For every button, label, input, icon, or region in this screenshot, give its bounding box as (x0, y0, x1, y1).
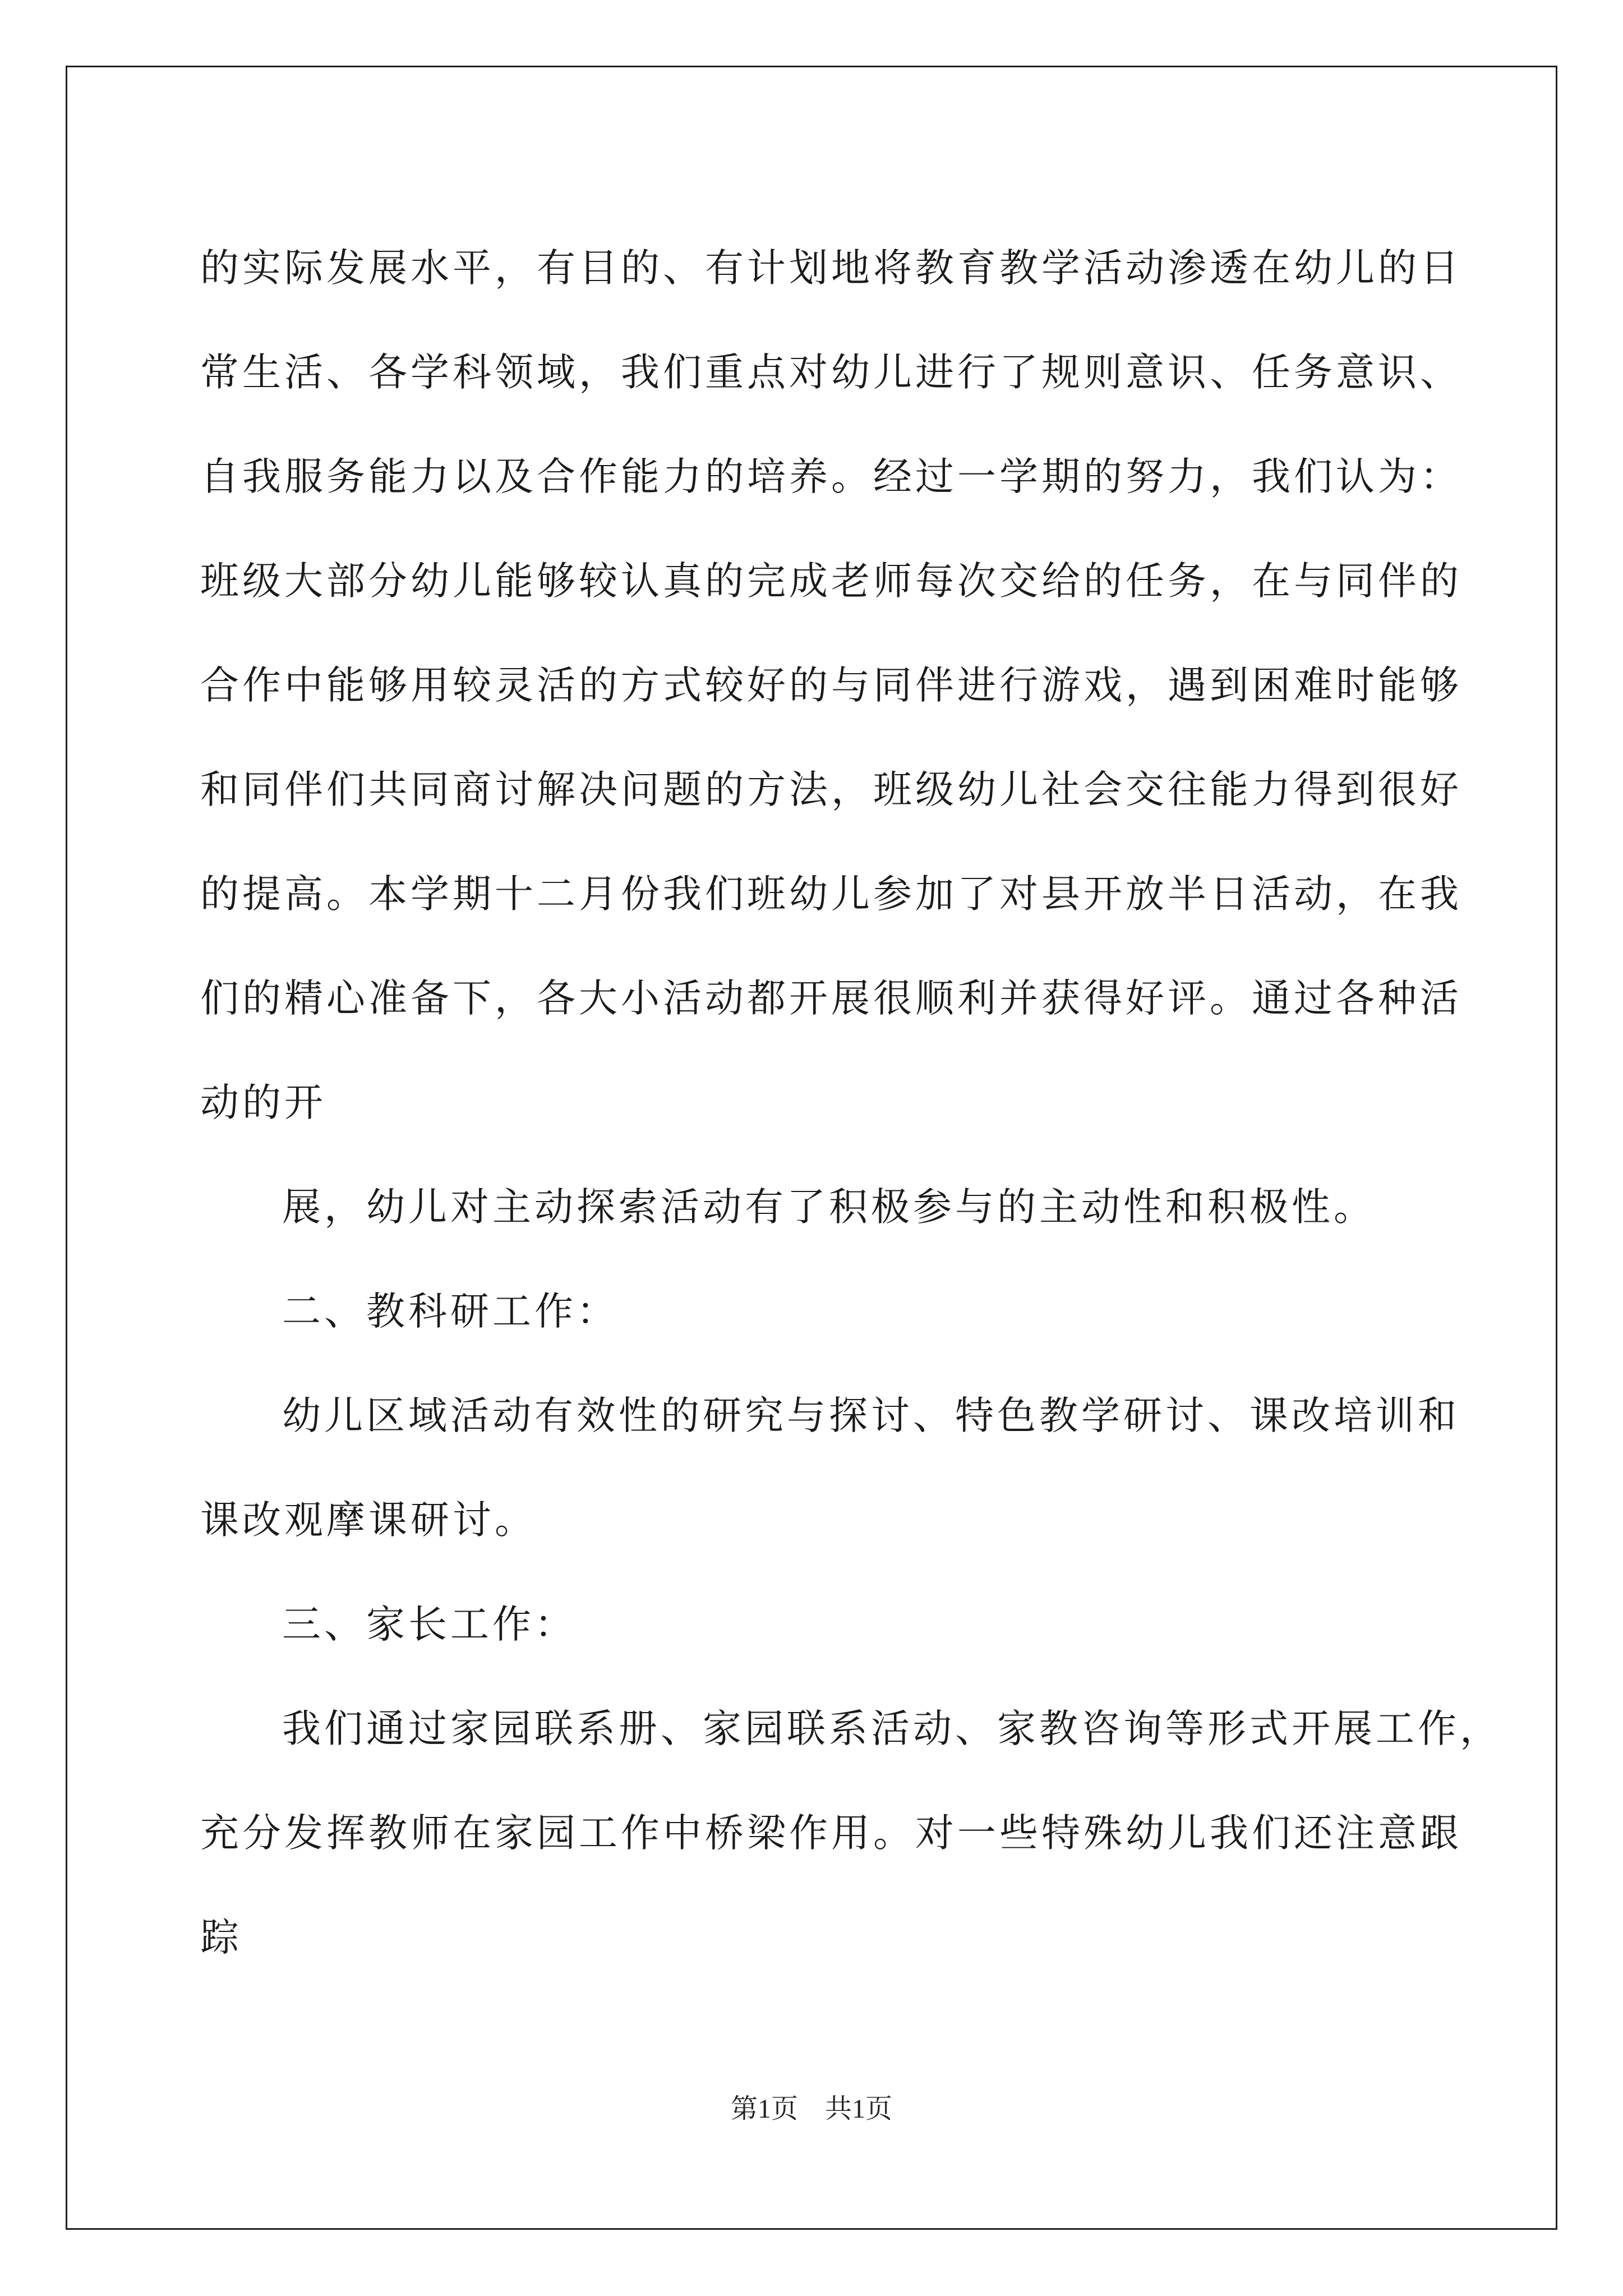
document-body (200, 216, 1502, 1990)
paragraph-line: 幼儿区域活动有效性的研究与探讨、特色教学研讨、课改培训和 (282, 1393, 1460, 1438)
paragraph-line: 充分发挥教师在家园工作中桥梁作用。对一些特殊幼儿我们还注意跟 (200, 1811, 1462, 1856)
text-line-2: 常生活、各学科领域，我们重点对幼儿进行了规则意识、任务意识、 (200, 350, 1462, 395)
paragraph-line: 踪 (200, 1915, 242, 1960)
paragraph-line: 课改观摩课研讨。 (200, 1498, 537, 1543)
section-heading-parents: 三、家长工作： (282, 1602, 577, 1647)
text-line-3: 自我服务能力以及合作能力的培养。经过一学期的努力，我们认为： (200, 454, 1462, 499)
page-number-footer: 第1页 共1页 (730, 2094, 892, 2124)
paragraph-line: 展，幼儿对主动探索活动有了积极参与的主动性和积极性。 (282, 1185, 1376, 1230)
text-line-9: 动的开 (200, 1080, 326, 1125)
paragraph-line: 我们通过家园联系册、家园联系活动、家教咨询等形式开展工作， (282, 1706, 1502, 1751)
section-heading-research: 二、教科研工作： (282, 1289, 619, 1334)
text-line-4: 班级大部分幼儿能够较认真的完成老师每次交给的任务，在与同伴的 (200, 559, 1462, 604)
text-line-5: 合作中能够用较灵活的方式较好的与同伴进行游戏，遇到困难时能够 (200, 663, 1462, 708)
text-line-1: 的实际发展水平，有目的、有计划地将教育教学活动渗透在幼儿的日 (200, 246, 1462, 291)
text-line-8: 们的精心准备下，各大小活动都开展很顺利并获得好评。通过各种活 (200, 976, 1462, 1021)
text-line-7: 的提高。本学期十二月份我们班幼儿参加了对县开放半日活动，在我 (200, 872, 1462, 917)
text-line-6: 和同伴们共同商讨解决问题的方法，班级幼儿社会交往能力得到很好 (200, 767, 1462, 812)
